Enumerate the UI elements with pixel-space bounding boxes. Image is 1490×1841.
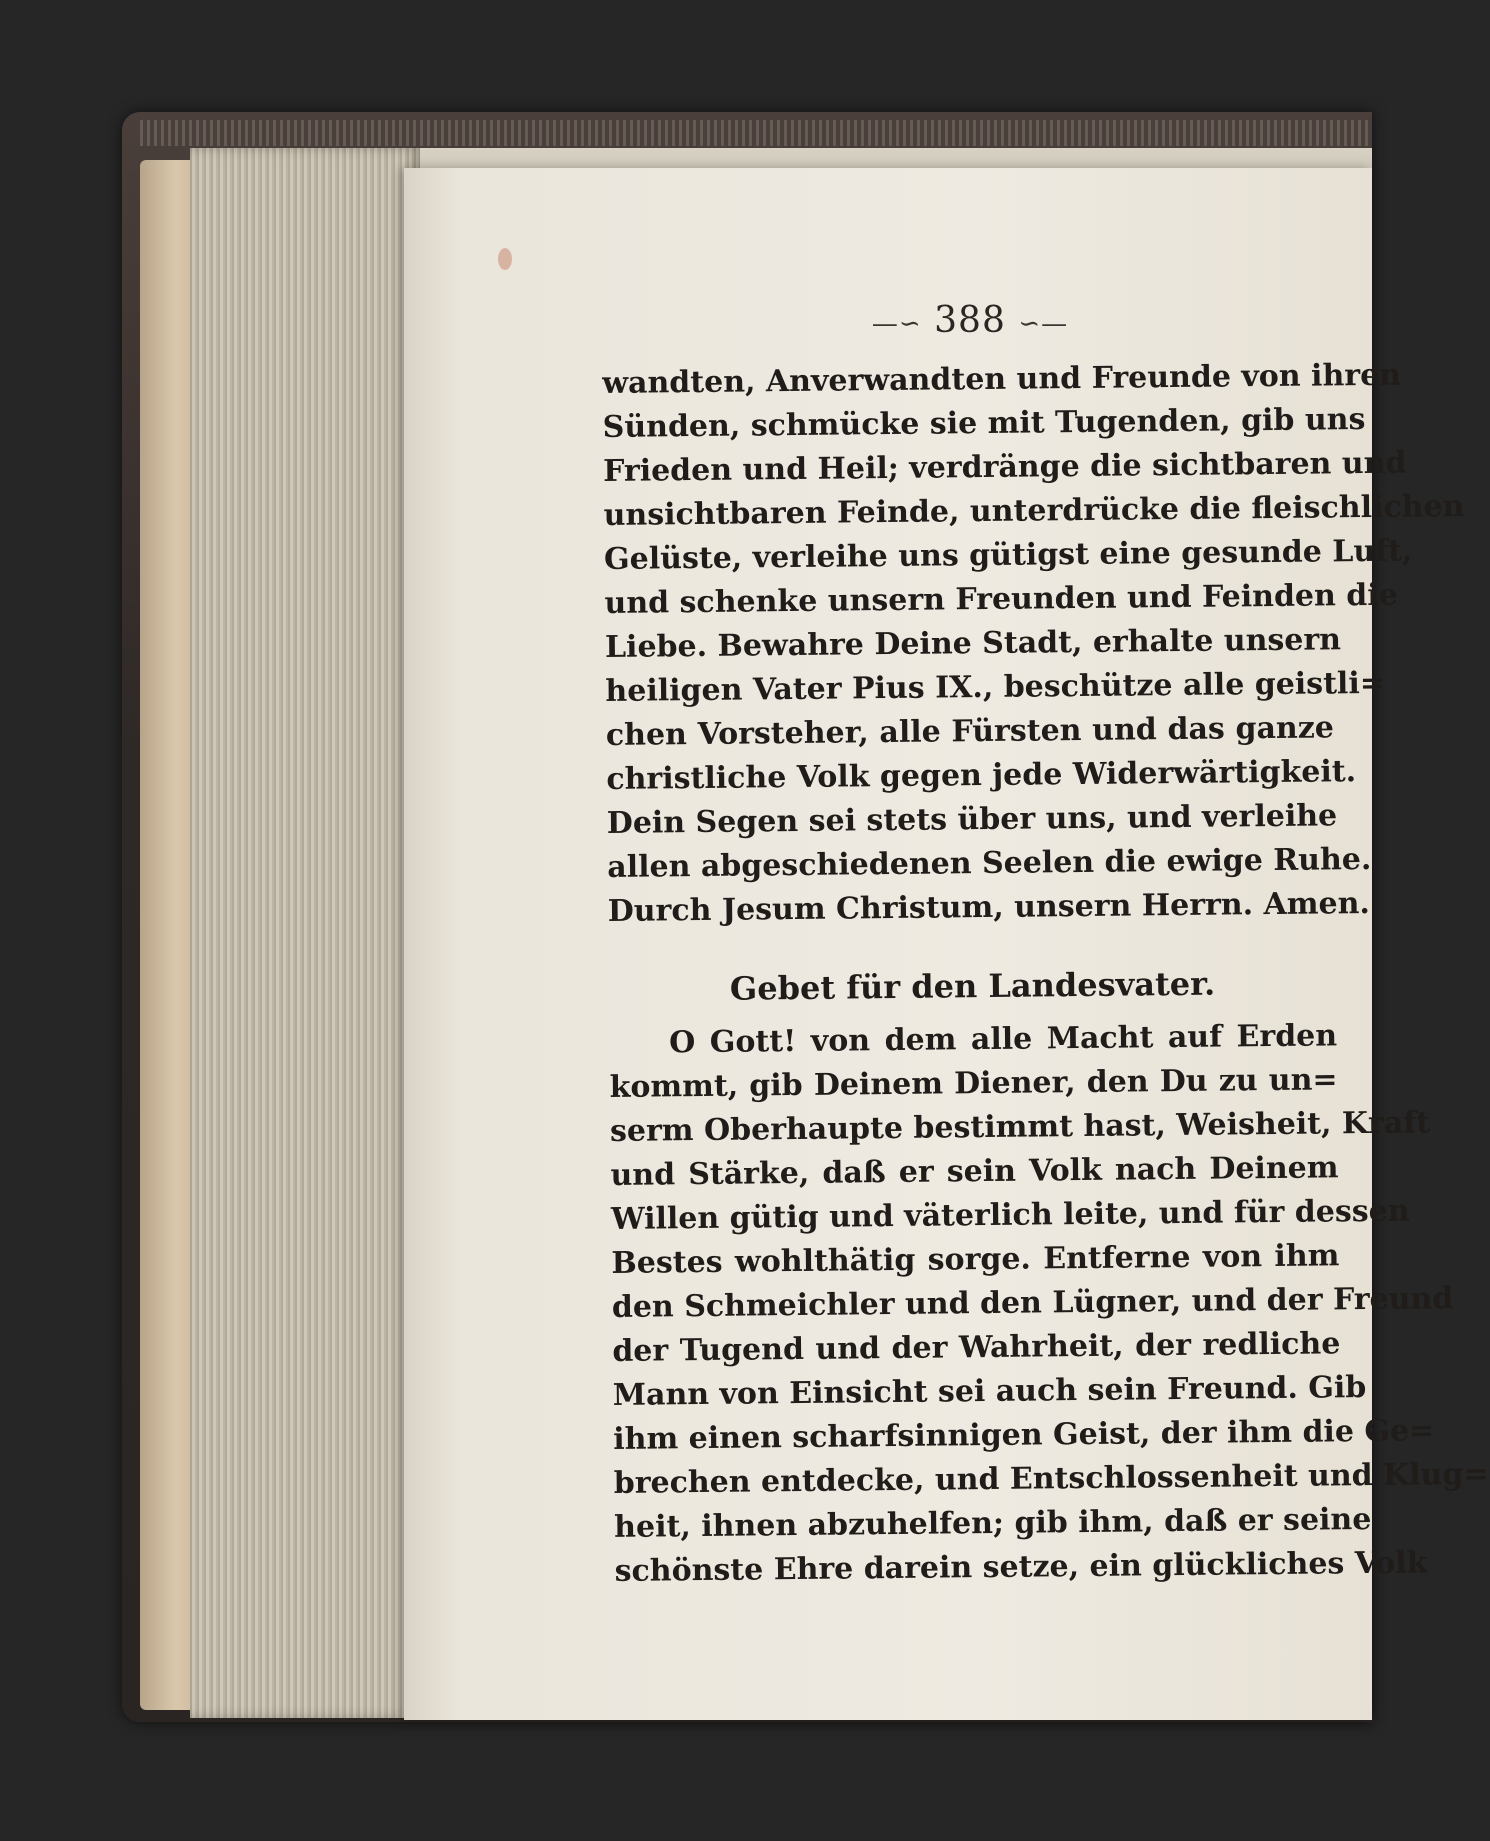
text-line: und Stärke, daß er sein Volk nach Deinem <box>610 1150 1339 1193</box>
text-line: ihm einen scharfsinnigen Geist, der ihm die Ge= <box>613 1413 1435 1457</box>
text-line: den Schmeichler und den Lügner, und der Freund <box>611 1281 1454 1325</box>
page-body-text <box>602 354 1489 1594</box>
text-line: Sünden, schmücke sie mit Tugenden, gib uns <box>602 402 1366 445</box>
text-line: O Gott! von dem alle Macht auf Erden <box>668 1018 1338 1061</box>
paragraph-prayer-continuation <box>602 354 1465 934</box>
text-line: wandten, Anverwandten und Freunde von ihren <box>602 357 1402 401</box>
text-line: heiligen Vater Pius IX., beschütze alle geistli= <box>605 665 1386 709</box>
text-line: der Tugend und der Wahrheit, der redliche <box>612 1326 1341 1369</box>
text-line: serm Oberhaupte bestimmt hast, Weisheit, Kraft <box>609 1105 1431 1149</box>
text-line: Liebe. Bewahre Deine Stadt, erhalte unsern <box>604 622 1342 665</box>
page-number: 388 <box>934 300 1006 341</box>
text-line: brechen entdecke, und Entschlossenheit und Klug= <box>613 1456 1489 1501</box>
text-line: Durch Jesum Christum, unsern Herrn. Amen. <box>607 885 1371 929</box>
header-ornament-right: ∽— <box>1018 309 1069 339</box>
section-heading: Gebet für den Landesvater. <box>729 964 1216 1008</box>
text-line: kommt, gib Deinem Diener, den Du zu un= <box>609 1062 1338 1105</box>
text-line: chen Vorsteher, alle Fürsten und das ganze <box>605 710 1335 753</box>
text-line: Mann von Einsicht sei auch sein Freund. Gib <box>612 1370 1367 1413</box>
text-line: Bestes wohlthätig sorge. Entferne von ihm <box>611 1238 1340 1281</box>
text-line: Willen gütig und väterlich leite, und für dessen <box>610 1193 1410 1237</box>
page-stack-edges <box>190 148 420 1718</box>
text-line: schönste Ehre darein setze, ein glückliches Volk <box>614 1545 1428 1589</box>
text-line: Frieden und Heil; verdränge die sichtbaren und <box>602 445 1407 489</box>
header-ornament-left: —∽ <box>871 309 922 339</box>
text-line: heit, ihnen abzuhelfen; gib ihm, daß er seine <box>614 1502 1372 1545</box>
text-line: Dein Segen sei stets über uns, und verleihe <box>606 798 1338 841</box>
page-stain <box>498 248 512 270</box>
page-header <box>850 300 1090 344</box>
cover-top-edge <box>140 120 1372 146</box>
text-line: und schenke unsern Freunden und Feinden die <box>604 577 1398 621</box>
text-line: allen abgeschiedenen Seelen die ewige Ruhe. <box>607 841 1372 885</box>
text-line: christliche Volk gegen jede Widerwärtigkeit. <box>606 754 1357 797</box>
paragraph-prayer-landesvater <box>609 1014 1489 1594</box>
text-line: unsichtbaren Feinde, unterdrücke die fleischlichen <box>603 488 1465 533</box>
text-line: Gelüste, verleihe uns gütigst eine gesunde Luft, <box>603 533 1413 577</box>
